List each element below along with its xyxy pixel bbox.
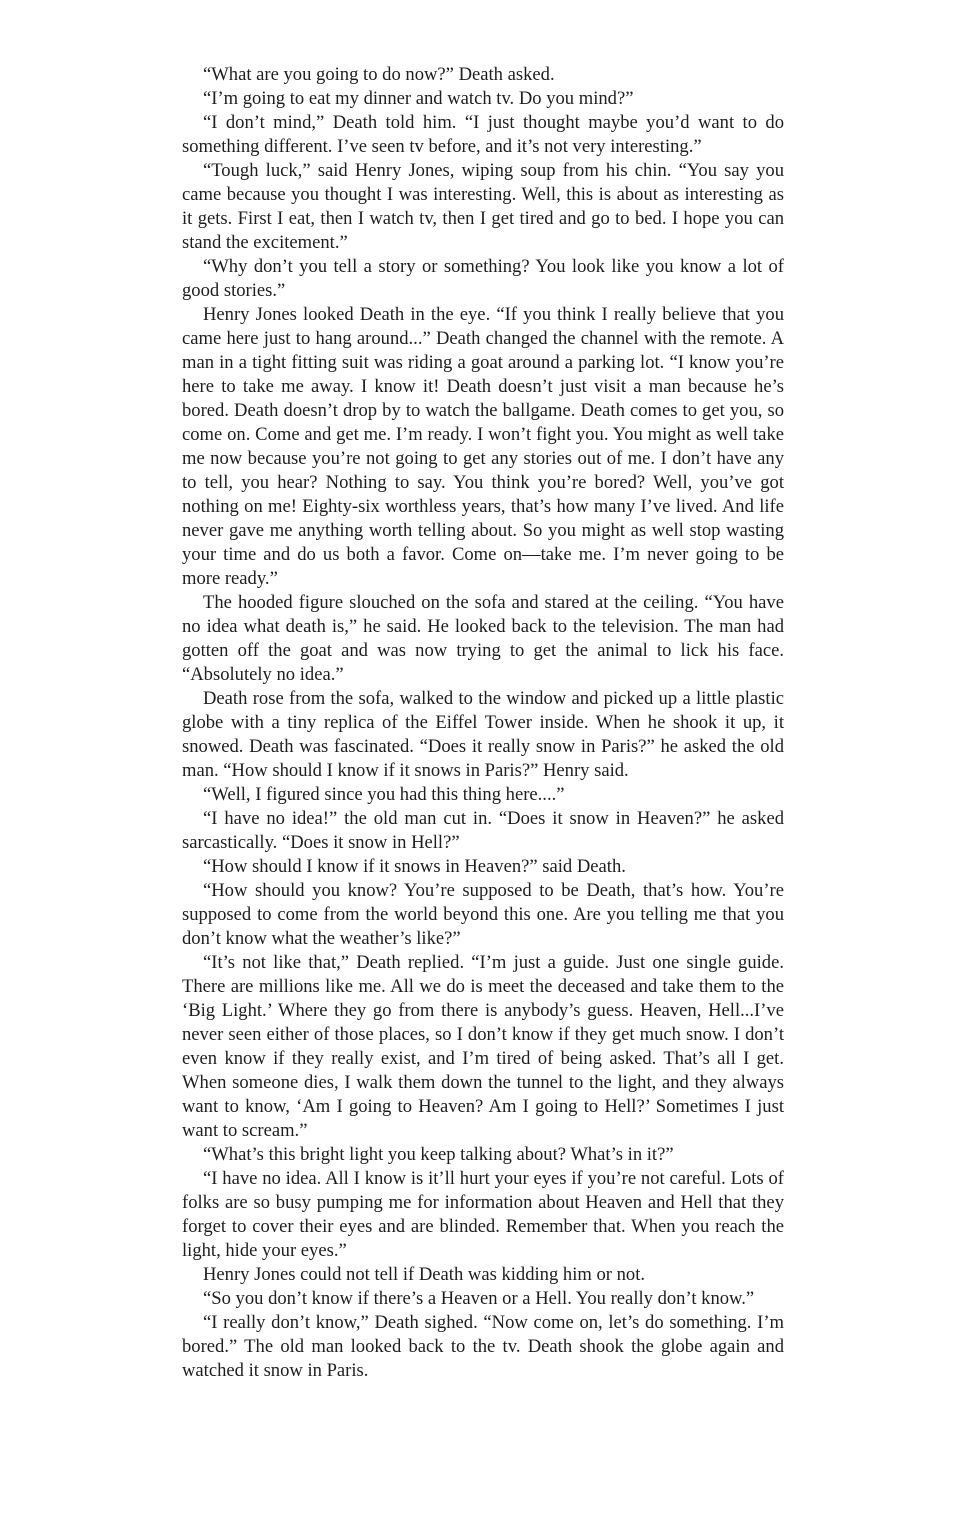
- body-text: [182, 63, 784, 1383]
- paragraph: “So you don’t know if there’s a Heaven or a Hell. You really don’t know.”: [203, 1288, 755, 1309]
- paragraph: The hooded figure slouched on the sofa and stared at the ceiling. “You have no idea what death is,” he said. He looked back to the television. The man had gotten off the goat and was now trying to get the animal to lick his face. “Absolutely no idea.”: [182, 592, 784, 685]
- paragraph: “How should I know if it snows in Heaven?” said Death.: [203, 856, 626, 877]
- paragraph: “I don’t mind,” Death told him. “I just thought maybe you’d want to do something different. I’ve seen tv before, and it’s not very interesting.”: [182, 112, 784, 157]
- paragraph: “Well, I figured since you had this thing here....”: [203, 784, 565, 805]
- paragraph: “I have no idea. All I know is it’ll hurt your eyes if you’re not careful. Lots of folks are so busy pumping me for information about Heaven and Hell that they forget to cover their eyes and are blinded. Remember that. When you reach the light, hide your eyes.”: [182, 1168, 784, 1261]
- paragraph: “Tough luck,” said Henry Jones, wiping soup from his chin. “You say you came because you thought I was interesting. Well, this is about as interesting as it gets. First I eat, then I watch tv, then I get tired and go to bed. I hope you can stand the excitement.”: [182, 160, 784, 253]
- paragraph: “How should you know? You’re supposed to be Death, that’s how. You’re supposed to come from the world beyond this one. Are you telling me that you don’t know what the weather’s like?”: [182, 880, 784, 949]
- paragraph: “What’s this bright light you keep talking about? What’s in it?”: [203, 1144, 674, 1165]
- paragraph: “I really don’t know,” Death sighed. “Now come on, let’s do something. I’m bored.” The old man looked back to the tv. Death shook the globe again and watched it snow in Paris.: [182, 1312, 784, 1381]
- paragraph: Henry Jones could not tell if Death was kidding him or not.: [203, 1264, 646, 1285]
- paragraph: “It’s not like that,” Death replied. “I’m just a guide. Just one single guide. There are millions like me. All we do is meet the deceased and take them to the ‘Big Light.’ Where they go from there is anybody’s guess. Heaven, Hell...I’ve never seen either of those places, so I don’t know if they get much snow. I don’t even know if they really exist, and I’m tired of being asked. That’s all I get. When someone dies, I walk them down the tunnel to the light, and they always want to know, ‘Am I going to Heaven? Am I going to Hell?’ Sometimes I just want to scream.”: [182, 952, 784, 1141]
- paragraph: “I have no idea!” the old man cut in. “Does it snow in Heaven?” he asked sarcastically. “Does it snow in Hell?”: [182, 808, 784, 853]
- paragraph: “What are you going to do now?” Death asked.: [203, 64, 555, 85]
- paragraph: Death rose from the sofa, walked to the window and picked up a little plastic globe with a tiny replica of the Eiffel Tower inside. When he shook it up, it snowed. Death was fascinated. “Does it really snow in Paris?” he asked the old man. “How should I know if it snows in Paris?” Henry said.: [182, 688, 784, 781]
- paragraph: Henry Jones looked Death in the eye. “If you think I really believe that you came here just to hang around...” Death changed the channel with the remote. A man in a tight fitting suit was riding a goat around a parking lot. “I know you’re here to take me away. I know it! Death doesn’t just visit a man because he’s bored. Death doesn’t drop by to watch the ballgame. Death comes to get you, so come on. Come and get me. I’m ready. I won’t fight you. You might as well take me now because you’re not going to get any stories out of me. I don’t have any to tell, you hear? Nothing to say. You think you’re bored? Well, you’ve got nothing on me! Eighty-six worthless years, that’s how many I’ve lived. And life never gave me anything worth telling about. So you might as well stop wasting your time and do us both a favor. Come on—take me. I’m never going to be more ready.”: [182, 304, 784, 589]
- paragraph: “I’m going to eat my dinner and watch tv. Do you mind?”: [203, 88, 634, 109]
- paragraph: “Why don’t you tell a story or something? You look like you know a lot of good stories.”: [182, 256, 784, 301]
